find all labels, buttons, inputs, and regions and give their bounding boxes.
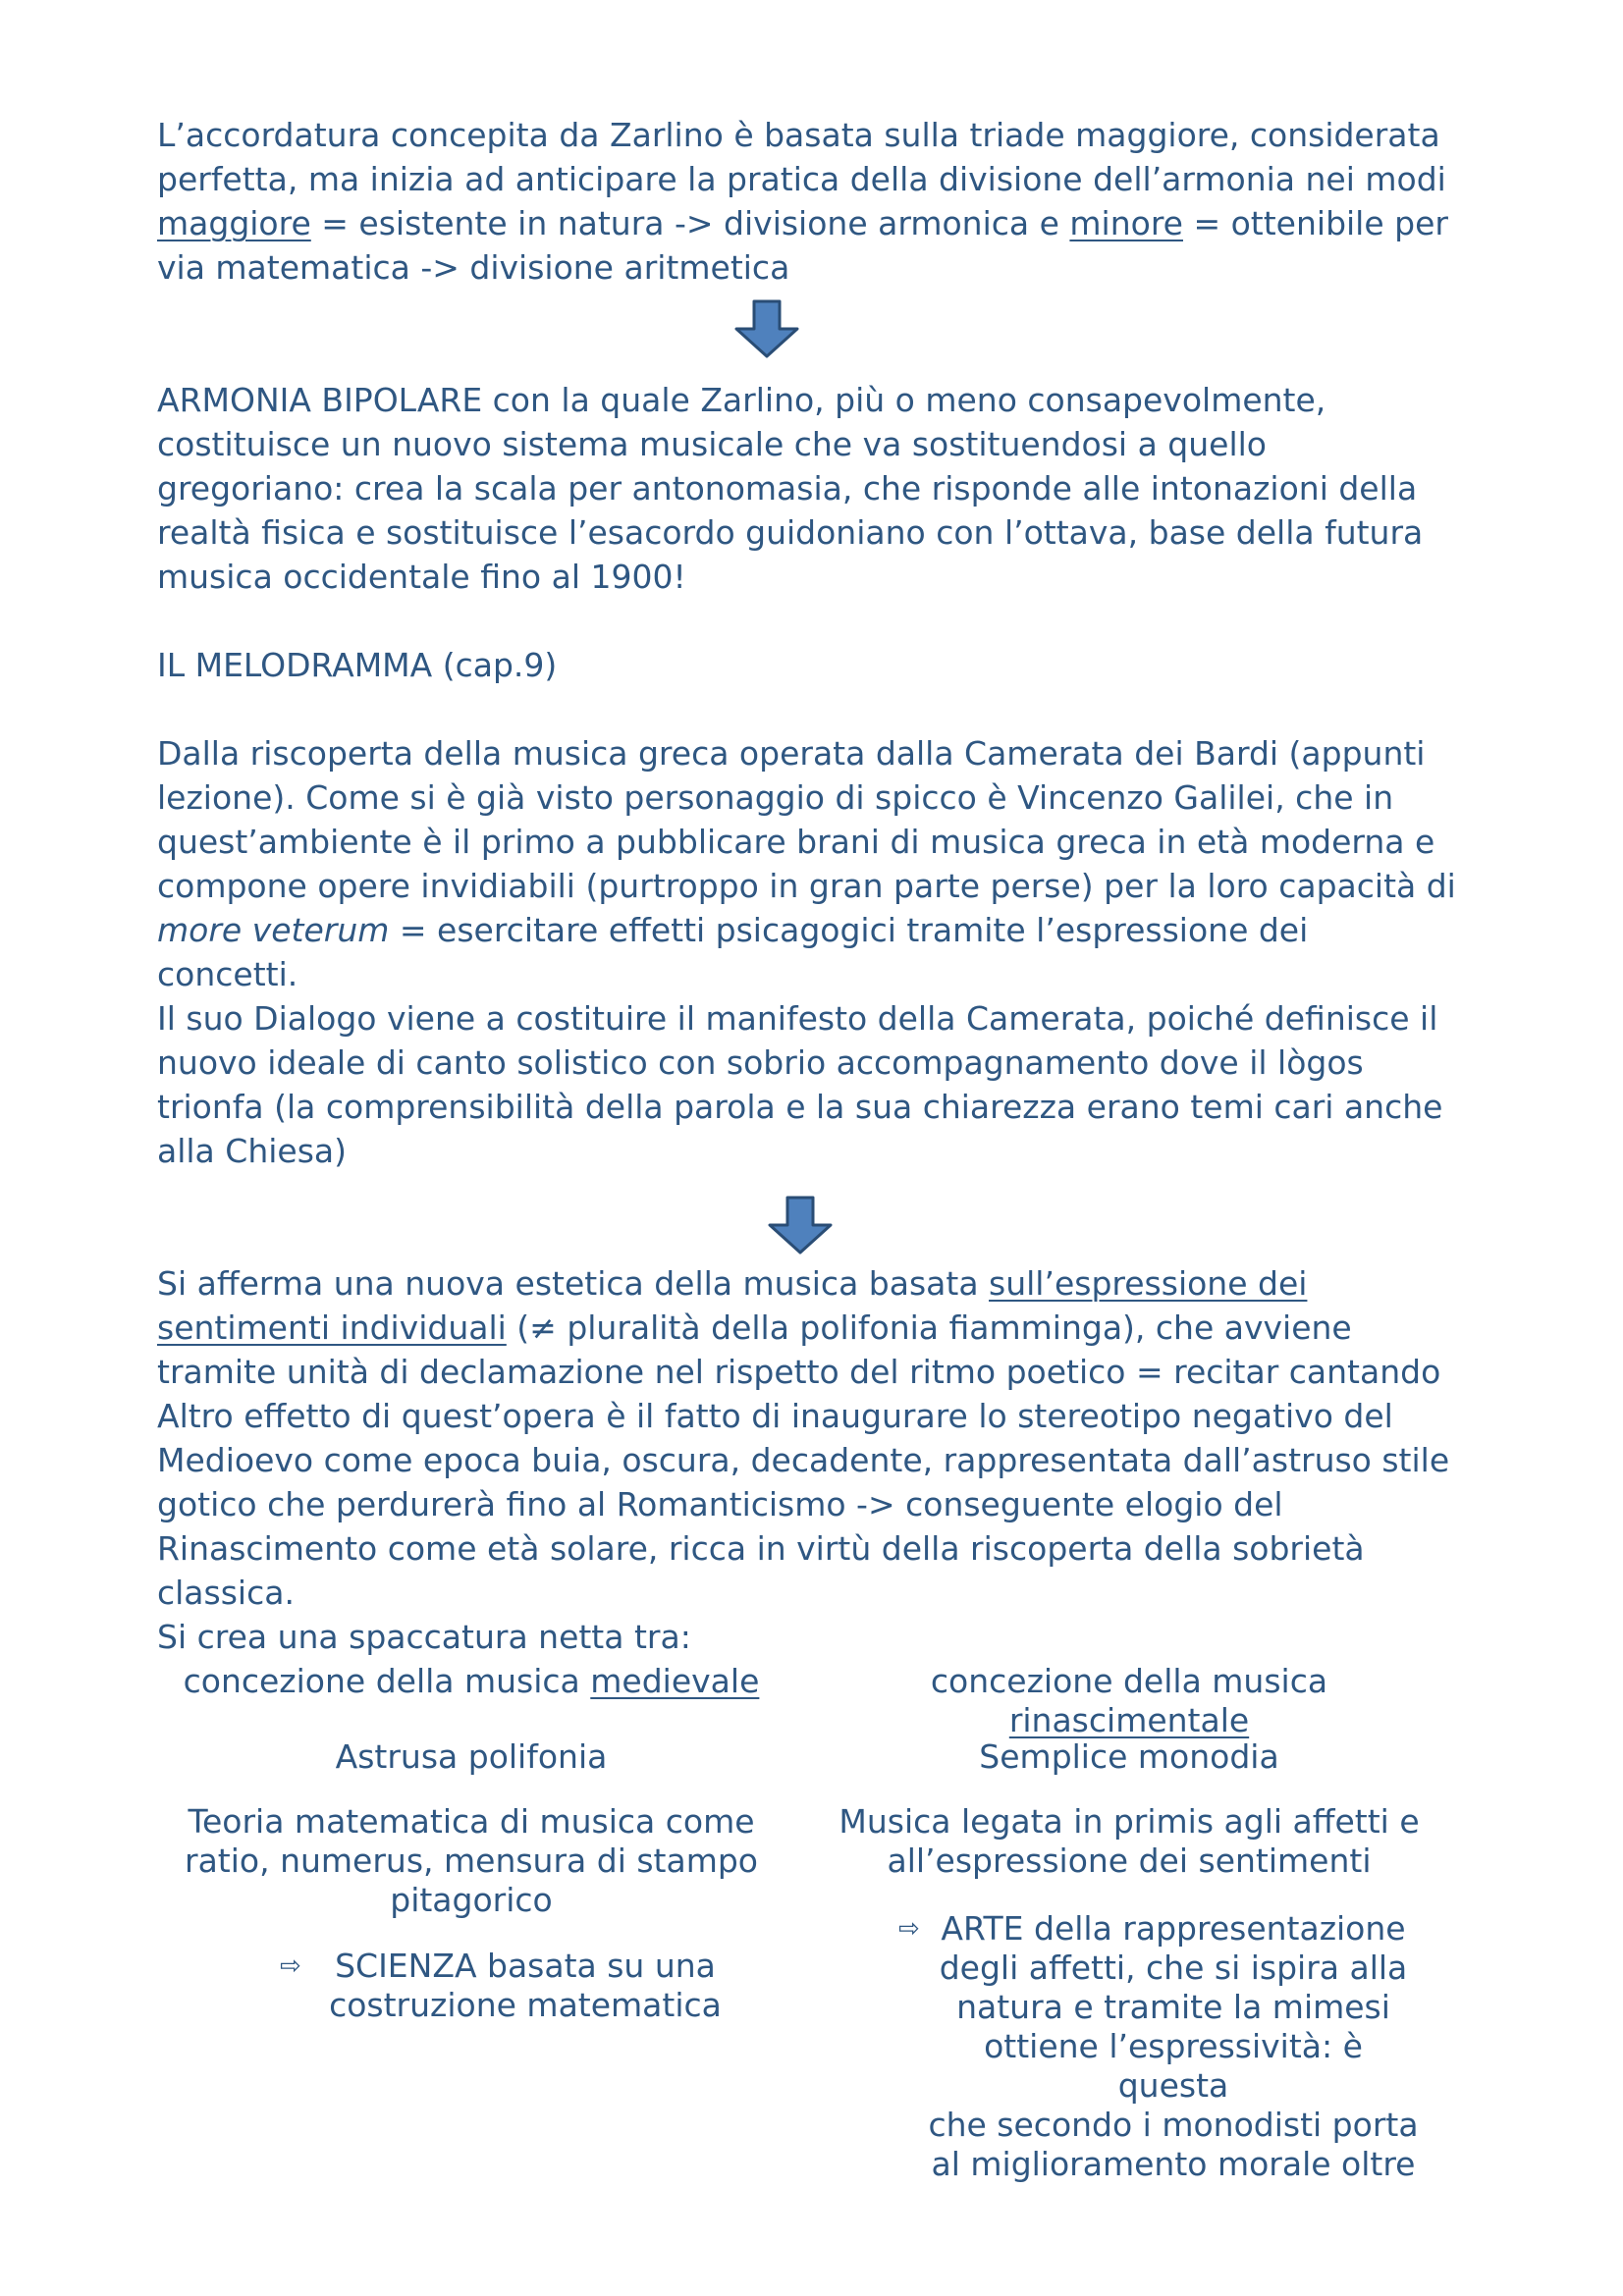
text-line: Medioevo come epoca buia, oscura, decadente, rappresentata dall’astruso stile [157, 1441, 1450, 1479]
text-line: al miglioramento morale oltre [931, 2145, 1416, 2183]
text-line: gotico che perdurerà fino al Romanticismo -> conseguente elogio del [157, 1485, 1283, 1523]
paragraph-zarlino-tuning [157, 113, 1492, 290]
down-arrow-icon [732, 299, 801, 358]
text-run: Si afferma una nuova estetica della musica basata [157, 1264, 990, 1303]
text-line: realtà fisica e sostituisce l’esacordo guidoniano con l’ottava, base della futura [157, 513, 1424, 552]
underlined-term: sull’espressione dei [989, 1264, 1308, 1303]
text-line: gregoriano: crea la scala per antonomasia, che risponde alle intonazioni della [157, 469, 1418, 507]
text-line: ottiene l’espressività: è questa [984, 2027, 1363, 2105]
text-line: Si crea una spaccatura netta tra: [157, 1618, 691, 1656]
column-item [815, 1802, 1443, 1881]
right-bullet [898, 1909, 1448, 2183]
section-heading: IL MELODRAMMA (cap.9) [157, 646, 558, 684]
underlined-term: minore [1069, 204, 1183, 242]
text-line: Altro effetto di quest’opera è il fatto di inaugurare lo stereotipo negativo del [157, 1397, 1393, 1435]
text-line: ARTE della rappresentazione [941, 1909, 1406, 1948]
text-line [157, 1306, 1492, 1350]
column-title [815, 1662, 1443, 1740]
text-line: L’accordatura concepita da Zarlino è basata sulla triade maggiore, considerata [157, 116, 1440, 154]
text-line: lezione). Come si è già visto personaggio di spicco è Vincenzo Galilei, che in [157, 778, 1394, 817]
text-line: trionfa (la comprensibilità della parola e la sua chiarezza erano temi cari anche [157, 1088, 1443, 1126]
text-line: via matematica -> divisione aritmetica [157, 248, 790, 287]
text-line [157, 1261, 1492, 1306]
paragraph-new-aesthetic [157, 1261, 1492, 1659]
column-item [157, 1802, 785, 1920]
text-run: (≠ pluralità della polifonia fiamminga), che avviene [506, 1308, 1352, 1347]
arrow-bullet-icon: ⇨ [898, 1914, 920, 1944]
text-line: che secondo i monodisti porta [928, 2106, 1419, 2144]
down-arrow-icon [766, 1196, 835, 1255]
text-line: Musica legata in primis agli affetti e [839, 1802, 1420, 1841]
text-line: alla Chiesa) [157, 1132, 347, 1170]
text-line: Dalla riscoperta della musica greca operata dalla Camerata dei Bardi (appunti [157, 734, 1426, 773]
bullet-text [928, 1909, 1419, 2184]
text-line: ARMONIA BIPOLARE con la quale Zarlino, più o meno consapevolmente, [157, 381, 1326, 419]
text-line: musica occidentale fino al 1900! [157, 558, 686, 596]
text-line: all’espressione dei sentimenti [887, 1842, 1372, 1880]
text-line: degli affetti, che si ispira alla [939, 1949, 1408, 1987]
text-line: Teoria matematica di musica come [188, 1802, 755, 1841]
italic-term: more veterum [157, 911, 390, 949]
underlined-term: medievale [590, 1662, 760, 1700]
text-line: compone opere invidiabili (purtroppo in gran parte perse) per la loro capacità di [157, 867, 1456, 905]
text-line: Rinascimento come età solare, ricca in virtù della riscoperta della sobrietà [157, 1529, 1365, 1568]
text-run: concezione della musica [183, 1662, 591, 1700]
text-run: = ottenibile per [1182, 204, 1448, 242]
text-line: classica. [157, 1574, 295, 1612]
underlined-term: rinascimentale [1008, 1701, 1250, 1739]
column-item: Semplice monodia [979, 1737, 1279, 1776]
underlined-term: sentimenti individuali [157, 1308, 507, 1347]
arrow-bullet-icon: ⇨ [280, 1951, 301, 1981]
text-line: natura e tramite la mimesi [956, 1988, 1390, 2026]
column-title [157, 1662, 785, 1701]
text-line: SCIENZA basata su una [335, 1947, 716, 1985]
text-line: costruzione matematica [329, 1986, 722, 2024]
paragraph-camerata [157, 731, 1492, 1173]
text-line: costituisce un nuovo sistema musicale che va sostituendosi a quello [157, 425, 1267, 463]
text-line: concezione della musica [930, 1662, 1328, 1700]
text-line: ratio, numerus, mensura di stampo [185, 1842, 758, 1880]
text-line [157, 201, 1492, 245]
text-run: = esistente in natura -> divisione armonica e [310, 204, 1070, 242]
column-item: Astrusa polifonia [335, 1737, 608, 1776]
text-line: Il suo Dialogo viene a costituire il manifesto della Camerata, poiché definisce il [157, 999, 1438, 1038]
text-line: perfetta, ma inizia ad anticipare la pratica della divisione dell’armonia nei modi [157, 160, 1446, 198]
text-line: tramite unità di declamazione nel rispetto del ritmo poetico = recitar cantando [157, 1353, 1441, 1391]
paragraph-bipolar-harmony [157, 378, 1492, 599]
underlined-term: maggiore [157, 204, 311, 242]
text-line: quest’ambiente è il primo a pubblicare brani di musica greca in età moderna e [157, 823, 1435, 861]
text-line: nuovo ideale di canto solistico con sobrio accompagnamento dove il lògos [157, 1043, 1364, 1082]
bullet-text [319, 1947, 731, 2025]
text-line: concetti. [157, 955, 298, 993]
text-line [815, 1701, 1443, 1740]
left-bullet [280, 1947, 741, 2035]
text-run: = esercitare effetti psicagogici tramite l’espressione dei [389, 911, 1309, 949]
text-line: pitagorico [390, 1881, 553, 1919]
text-line [157, 908, 1492, 952]
